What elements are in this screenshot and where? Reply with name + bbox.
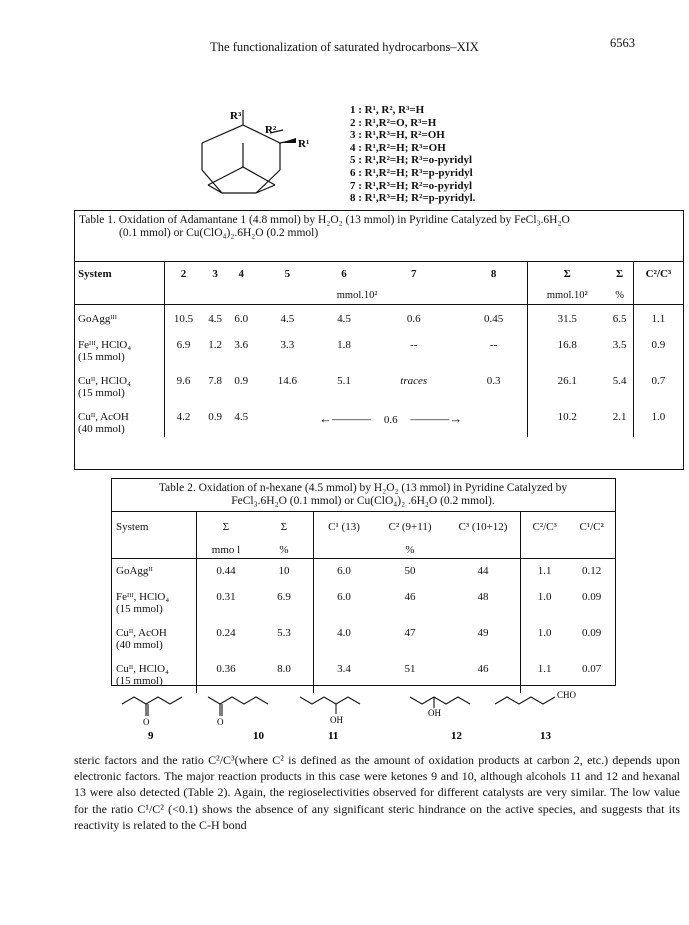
body-paragraph: steric factors and the ratio C²/C³(where C² is defined as the amount of oxidation products at carbon 2, etc.) depends upon electronic factors. The major reaction products in this case were ketones 9 and 10, although alcohols 11 and 12 and hexanal 13 were also detected (Table 2). Again, the regioselectivities observed for different catalysts are very similar. The low value for the ratio C¹/C² (<0.1) shows the absence of any significant steric hindrance on the active species, and suggests that its reactivity is related to the C-H bond bbox=[74, 753, 680, 832]
compound-legend bbox=[350, 104, 475, 205]
table-row: GoAggᴵᴵ 0.44 10 6.0 50 44 1.1 0.12 bbox=[112, 559, 615, 585]
adamantane-structure bbox=[130, 105, 350, 210]
r2-label: R² bbox=[265, 124, 277, 136]
arrow-left-icon: ←——— bbox=[319, 410, 372, 426]
column-header: 2 bbox=[180, 268, 187, 280]
running-title: The functionalization of saturated hydrocarbons–XIX bbox=[210, 40, 479, 54]
legend-item: 5 : R¹,R²=H; R³=o-pyridyl bbox=[350, 154, 473, 167]
legend-item: 6 : R¹,R²=H; R³=p-pyridyl bbox=[350, 166, 473, 179]
r3-label: R³ bbox=[230, 110, 242, 122]
arrow-right-icon: ———→ bbox=[410, 410, 463, 426]
product-label-12: 12 bbox=[451, 730, 462, 742]
table-1-caption: Table 1. Oxidation of Adamantane 1 (4.8 mmol) by H₂O₂ (13 mmol) in Pyridine Catalyzed by FeCl₃.6H₂O (0.1 mmol) or Cu(ClO₄)₂.6H₂O (0.2 mmol) bbox=[79, 214, 570, 239]
units-label: mmol.10² bbox=[336, 289, 378, 301]
units-label: mmol.10² bbox=[546, 289, 588, 301]
table-1-grid bbox=[75, 261, 683, 437]
product-structures bbox=[110, 684, 610, 744]
aldehyde-label: CHO bbox=[557, 690, 577, 700]
column-header: 5 bbox=[284, 268, 291, 280]
column-header: Σ bbox=[255, 512, 314, 543]
column-header: 8 bbox=[460, 262, 528, 287]
column-header: System bbox=[112, 512, 197, 543]
column-header: Σ bbox=[606, 262, 633, 287]
column-header: C² (9+11) bbox=[388, 521, 432, 533]
units-label: mmo l bbox=[211, 544, 241, 556]
carbonyl-o-label: O bbox=[217, 717, 224, 727]
table-row: GoAggᴵᴵᴵ 10.5 4.5 6.0 4.5 4.5 0.6 0.45 31.5 6.5 1.1 bbox=[75, 305, 683, 331]
column-header: C¹/C² bbox=[579, 521, 604, 533]
table-2-caption: Table 2. Oxidation of n-hexane (4.5 mmol) by H₂O₂ (13 mmol) in Pyridine Catalyzed by FeCl₃.6H₂O (0.1 mmol) or Cu(ClO₄)₂ .6H₂O (0.2 mmol). bbox=[158, 482, 568, 507]
units-label: % bbox=[255, 542, 314, 559]
product-label-10: 10 bbox=[253, 730, 264, 742]
table-2 bbox=[111, 478, 616, 686]
legend-item: 3 : R¹,R³=H, R²=OH bbox=[350, 129, 445, 142]
legend-item: 2 : R¹,R²=O, R³=H bbox=[350, 116, 437, 129]
product-label-9: 9 bbox=[148, 730, 154, 742]
table-row: Cuᴵᴵ, AcOH (40 mmol) 0.24 5.3 4.0 47 49 1.0 0.09 bbox=[112, 621, 615, 657]
column-header: 6 bbox=[341, 268, 347, 280]
legend-item: 8 : R¹,R³=H; R²=p-pyridyl. bbox=[350, 192, 476, 205]
table-2-grid bbox=[112, 511, 615, 693]
column-header: 7 bbox=[411, 268, 417, 280]
hydroxyl-label: OH bbox=[428, 708, 441, 718]
carbonyl-o-label: O bbox=[143, 717, 150, 727]
spanning-value: ←——— 0.6 ———→ bbox=[254, 403, 527, 437]
hydroxyl-label: OH bbox=[330, 715, 343, 725]
column-header: C²/C³ bbox=[645, 268, 672, 280]
table-row: Cuᴵᴵ, HClO₄ (15 mmol) 0.36 8.0 3.4 51 46 1.1 0.07 bbox=[112, 657, 615, 693]
table-row: Cuᴵᴵ, AcOH (40 mmol) 4.2 0.9 4.5 ←——— 0.6 ———→ 10.2 2.1 1.0 bbox=[75, 403, 683, 437]
units-label: % bbox=[606, 286, 633, 305]
table-row: Feᴵᴵᴵ, HClO₄ (15 mmol) 6.9 1.2 3.6 3.3 1.8 -- -- 16.8 3.5 0.9 bbox=[75, 331, 683, 367]
column-header: 3 bbox=[212, 268, 218, 280]
column-header: System bbox=[75, 262, 165, 287]
r1-label: R¹ bbox=[298, 138, 310, 150]
product-label-11: 11 bbox=[328, 730, 339, 742]
table-1 bbox=[74, 210, 684, 470]
product-label-13: 13 bbox=[540, 730, 551, 742]
column-header: Σ bbox=[222, 521, 230, 533]
page-number: 6563 bbox=[610, 36, 635, 50]
legend-item: 7 : R¹,R³=H; R²=o-pyridyl bbox=[350, 179, 473, 192]
table-row: Feᴵᴵᴵ, HClO₄ (15 mmol) 0.31 6.9 6.0 46 48 1.0 0.09 bbox=[112, 585, 615, 621]
column-header: C²/C³ bbox=[532, 521, 557, 533]
column-header: 4 bbox=[238, 268, 245, 280]
legend-item: 4 : R¹,R²=H; R³=OH bbox=[350, 141, 446, 154]
column-header: C¹ (13) bbox=[328, 521, 360, 533]
legend-item: 1 : R¹, R², R³=H bbox=[350, 104, 425, 116]
table-row: Cuᴵᴵ, HClO₄ (15 mmol) 9.6 7.8 0.9 14.6 5.1 traces 0.3 26.1 5.4 0.7 bbox=[75, 367, 683, 403]
column-header: C³ (10+12) bbox=[446, 512, 521, 543]
column-header: Σ bbox=[563, 268, 571, 280]
units-label: % bbox=[405, 544, 415, 556]
